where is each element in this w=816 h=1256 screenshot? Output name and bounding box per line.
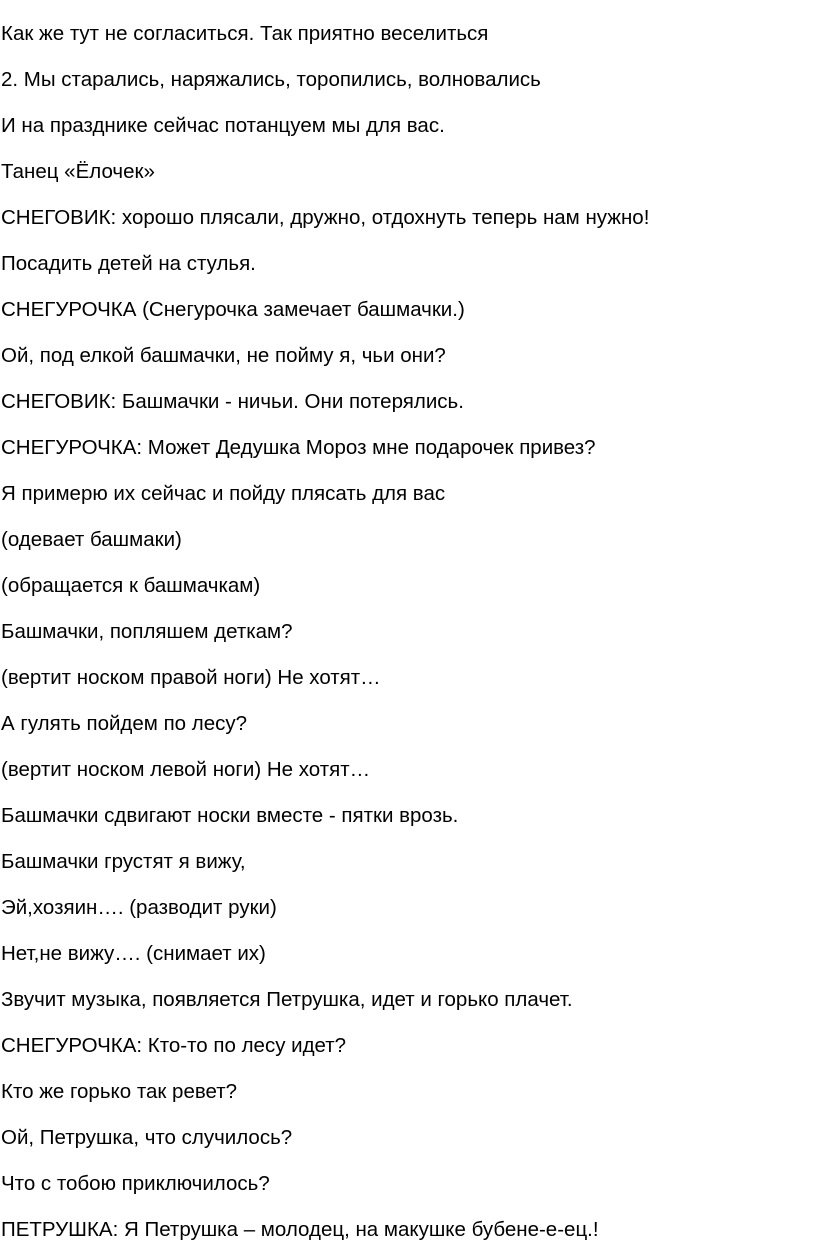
text-line: Танец «Ёлочек» bbox=[1, 160, 155, 183]
text-line: Я примерю их сейчас и пойду плясать для вас bbox=[1, 482, 446, 505]
text-line: (вертит носком правой ноги) Не хотят… bbox=[1, 666, 381, 689]
text-line: СНЕГОВИК: хорошо плясали, дружно, отдохнуть теперь нам нужно! bbox=[1, 206, 650, 229]
text-line: (одевает башмаки) bbox=[1, 528, 182, 551]
text-line: Что с тобою приключилось? bbox=[1, 1172, 270, 1195]
text-line: Башмачки, попляшем деткам? bbox=[1, 620, 293, 643]
text-line: А гулять пойдем по лесу? bbox=[1, 712, 248, 735]
text-line: Ой, под елкой башмачки, не пойму я, чьи они? bbox=[1, 344, 446, 367]
text-line: И на празднике сейчас потанцуем мы для вас. bbox=[1, 114, 445, 137]
text-line: Как же тут не согласиться. Так приятно веселиться bbox=[1, 22, 489, 45]
text-line: СНЕГОВИК: Башмачки - ничьи. Они потерялись. bbox=[1, 390, 464, 413]
text-line: Башмачки сдвигают носки вместе - пятки врозь. bbox=[1, 804, 459, 827]
text-line: (обращается к башмачкам) bbox=[1, 574, 261, 597]
text-line: Посадить детей на стулья. bbox=[1, 252, 256, 275]
text-line: ПЕТРУШКА: Я Петрушка – молодец, на макушке бубене-е-ец.! bbox=[1, 1218, 599, 1241]
text-line: СНЕГУРОЧКА: Может Дедушка Мороз мне подарочек привез? bbox=[1, 436, 596, 459]
text-line: Звучит музыка, появляется Петрушка, идет и горько плачет. bbox=[1, 988, 573, 1011]
text-line: Ой, Петрушка, что случилось? bbox=[1, 1126, 293, 1149]
text-line: Башмачки грустят я вижу, bbox=[1, 850, 246, 873]
text-line: Нет,не вижу…. (снимает их) bbox=[1, 942, 266, 965]
text-line: Кто же горько так ревет? bbox=[1, 1080, 238, 1103]
text-line: СНЕГУРОЧКА (Снегурочка замечает башмачки.) bbox=[1, 298, 465, 321]
text-line: СНЕГУРОЧКА: Кто-то по лесу идет? bbox=[1, 1034, 347, 1057]
text-line: 2. Мы старались, наряжались, торопились, волновались bbox=[1, 68, 541, 91]
text-line: (вертит носком левой ноги) Не хотят… bbox=[1, 758, 371, 781]
text-line: Эй,хозяин…. (разводит руки) bbox=[1, 896, 277, 919]
